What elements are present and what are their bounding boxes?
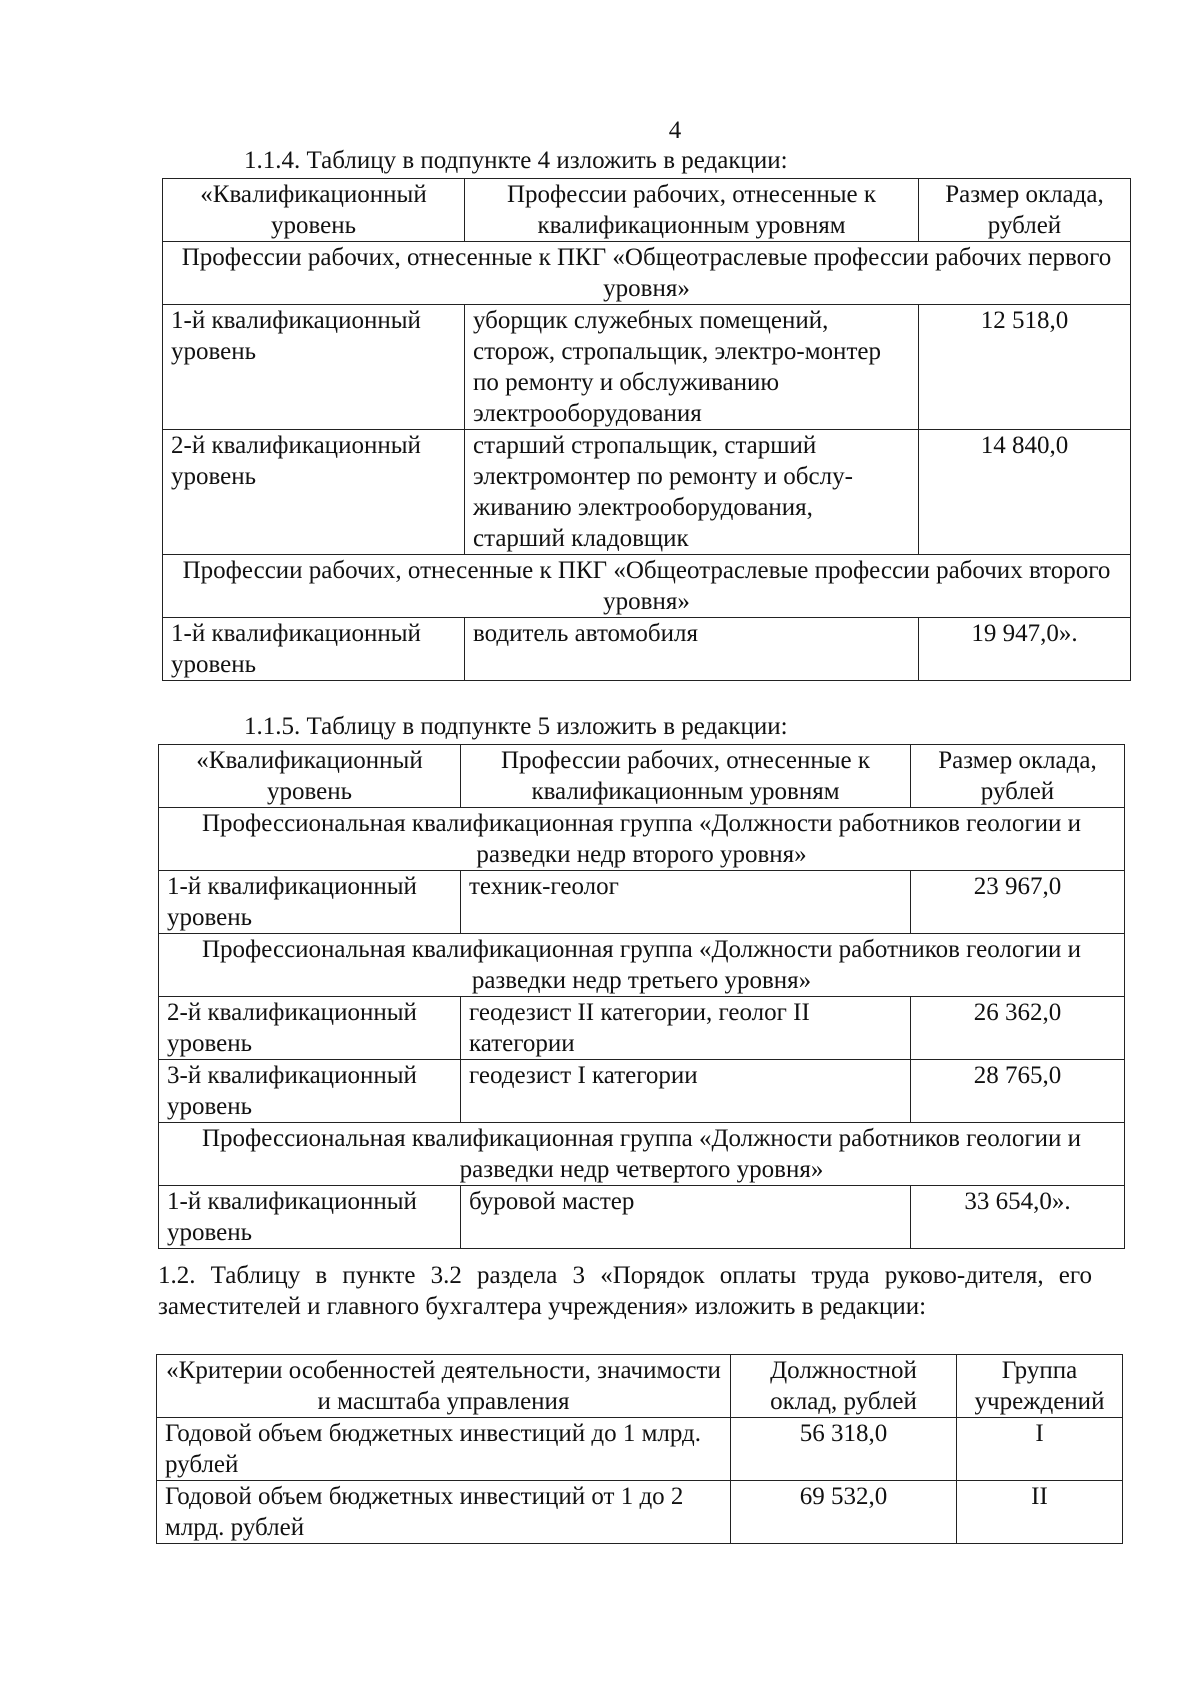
salary-cell: 28 765,0 bbox=[911, 1060, 1125, 1123]
section-115-intro: 1.1.5. Таблицу в подпункте 5 изложить в редакции: bbox=[244, 713, 788, 740]
header-cell-level: «Квалификационный уровень bbox=[163, 179, 465, 242]
professions-cell: старший стропальщик, старший электромонтер по ремонту и обслу-живанию электрооборудования, старший кладовщик bbox=[465, 430, 919, 555]
table-row bbox=[159, 871, 1125, 934]
header-cell-salary: Размер оклада, рублей bbox=[911, 745, 1125, 808]
group-cell: II bbox=[957, 1481, 1123, 1544]
professions-cell: геодезист II категории, геолог II категории bbox=[461, 997, 911, 1060]
table-row bbox=[163, 430, 1131, 555]
group-row bbox=[159, 1123, 1125, 1186]
header-cell-criteria: «Критерии особенностей деятельности, значимости и масштаба управления bbox=[157, 1355, 731, 1418]
table-row bbox=[159, 1186, 1125, 1249]
table-header-row bbox=[159, 745, 1125, 808]
group-title: Профессии рабочих, отнесенные к ПКГ «Общеотраслевые профессии рабочих второго уровня» bbox=[163, 555, 1131, 618]
section-114-intro: 1.1.4. Таблицу в подпункте 4 изложить в редакции: bbox=[244, 147, 788, 174]
header-cell-level: «Квалификационный уровень bbox=[159, 745, 461, 808]
table-row bbox=[159, 1060, 1125, 1123]
page-number: 4 bbox=[668, 117, 682, 144]
level-cell: 1-й квалификационный уровень bbox=[163, 305, 465, 430]
table-115 bbox=[158, 744, 1125, 1249]
salary-cell: 12 518,0 bbox=[919, 305, 1131, 430]
table-row bbox=[163, 618, 1131, 681]
table-row bbox=[163, 305, 1131, 430]
group-row bbox=[163, 242, 1131, 305]
level-cell: 2-й квалификационный уровень bbox=[159, 997, 461, 1060]
professions-cell: уборщик служебных помещений, сторож, стропальщик, электро-монтер по ремонту и обслуживанию электрооборудования bbox=[465, 305, 919, 430]
professions-cell: геодезист I категории bbox=[461, 1060, 911, 1123]
group-row bbox=[159, 934, 1125, 997]
table-header-row bbox=[163, 179, 1131, 242]
level-cell: 3-й квалификационный уровень bbox=[159, 1060, 461, 1123]
group-title: Профессиональная квалификационная группа «Должности работников геологии и разведки недр второго уровня» bbox=[159, 808, 1125, 871]
salary-cell: 69 532,0 bbox=[731, 1481, 957, 1544]
header-cell-group: Группа учреждений bbox=[957, 1355, 1123, 1418]
group-row bbox=[159, 808, 1125, 871]
salary-cell: 26 362,0 bbox=[911, 997, 1125, 1060]
group-row bbox=[163, 555, 1131, 618]
table-12 bbox=[156, 1354, 1123, 1544]
professions-cell: буровой мастер bbox=[461, 1186, 911, 1249]
table-114 bbox=[162, 178, 1131, 681]
level-cell: 1-й квалификационный уровень bbox=[163, 618, 465, 681]
salary-cell: 23 967,0 bbox=[911, 871, 1125, 934]
table-row bbox=[157, 1418, 1123, 1481]
salary-cell: 19 947,0». bbox=[919, 618, 1131, 681]
criteria-cell: Годовой объем бюджетных инвестиций от 1 до 2 млрд. рублей bbox=[157, 1481, 731, 1544]
salary-cell: 14 840,0 bbox=[919, 430, 1131, 555]
table-row bbox=[159, 997, 1125, 1060]
professions-cell: техник-геолог bbox=[461, 871, 911, 934]
salary-cell: 33 654,0». bbox=[911, 1186, 1125, 1249]
professions-cell: водитель автомобиля bbox=[465, 618, 919, 681]
header-cell-salary: Должностной оклад, рублей bbox=[731, 1355, 957, 1418]
header-cell-professions: Профессии рабочих, отнесенные к квалификационным уровням bbox=[461, 745, 911, 808]
table-row bbox=[157, 1481, 1123, 1544]
level-cell: 1-й квалификационный уровень bbox=[159, 871, 461, 934]
header-cell-salary: Размер оклада, рублей bbox=[919, 179, 1131, 242]
group-title: Профессии рабочих, отнесенные к ПКГ «Общеотраслевые профессии рабочих первого уровня» bbox=[163, 242, 1131, 305]
criteria-cell: Годовой объем бюджетных инвестиций до 1 млрд. рублей bbox=[157, 1418, 731, 1481]
table-header-row bbox=[157, 1355, 1123, 1418]
header-cell-professions: Профессии рабочих, отнесенные к квалификационным уровням bbox=[465, 179, 919, 242]
level-cell: 2-й квалификационный уровень bbox=[163, 430, 465, 555]
group-cell: I bbox=[957, 1418, 1123, 1481]
group-title: Профессиональная квалификационная группа «Должности работников геологии и разведки недр четвертого уровня» bbox=[159, 1123, 1125, 1186]
level-cell: 1-й квалификационный уровень bbox=[159, 1186, 461, 1249]
group-title: Профессиональная квалификационная группа «Должности работников геологии и разведки недр третьего уровня» bbox=[159, 934, 1125, 997]
section-12-paragraph: 1.2. Таблицу в пункте 3.2 раздела 3 «Порядок оплаты труда руково-дителя, его заместителей и главного бухгалтера учреждения» изложить в редакции: bbox=[158, 1262, 1092, 1320]
salary-cell: 56 318,0 bbox=[731, 1418, 957, 1481]
